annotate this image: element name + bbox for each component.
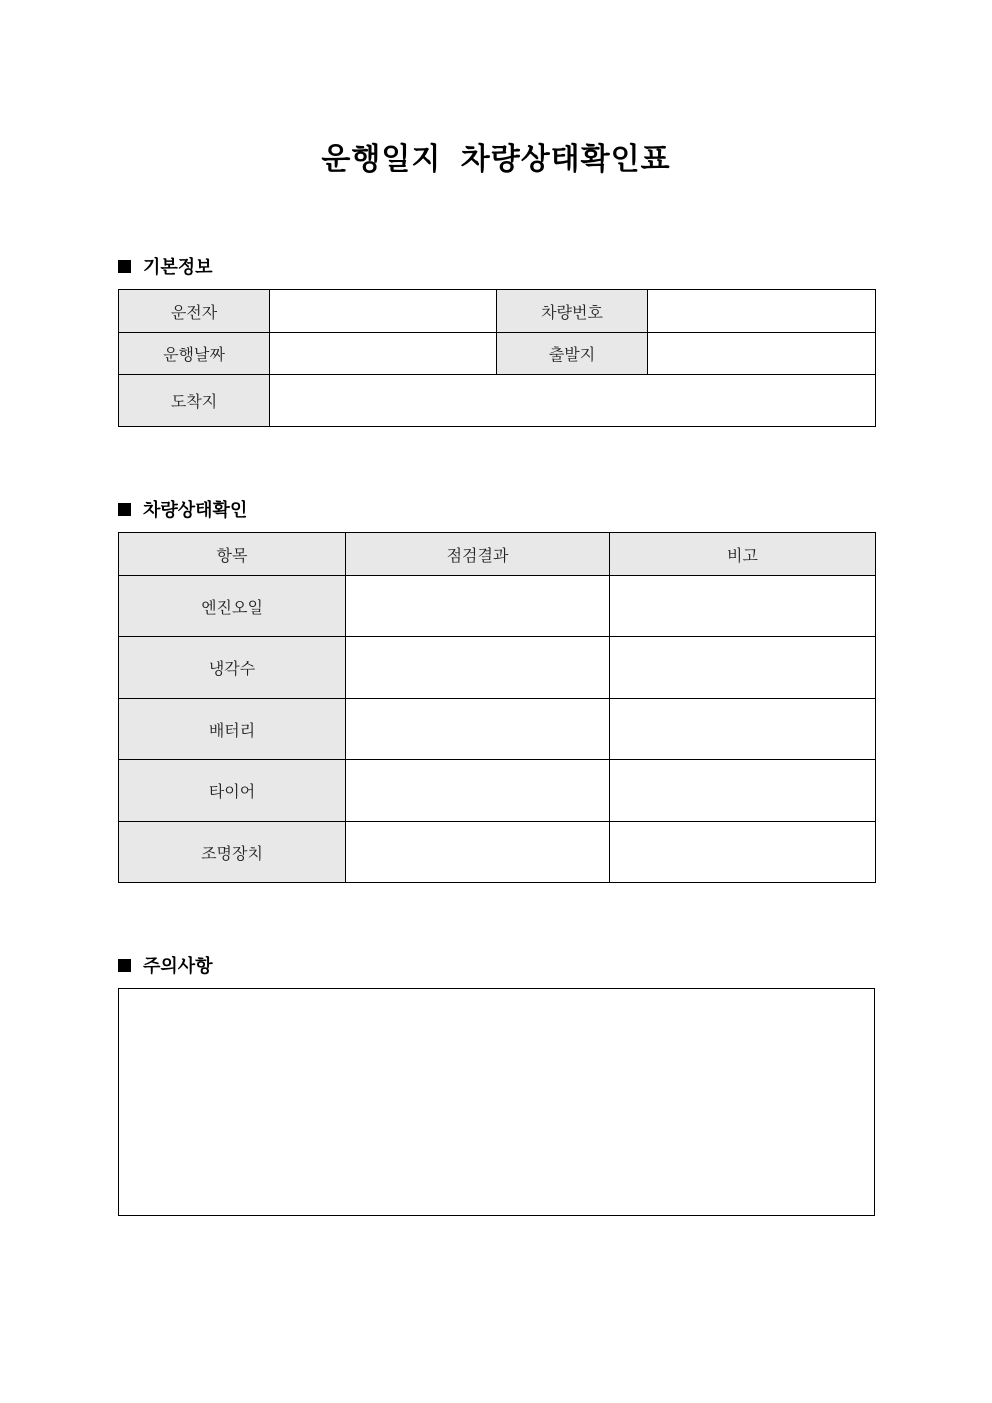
departure-label: 출발지 (497, 333, 648, 375)
item-cell: 냉각수 (119, 637, 346, 699)
driver-label: 운전자 (119, 290, 270, 333)
item-cell: 타이어 (119, 760, 346, 822)
basic-info-table (118, 289, 876, 427)
table-row (119, 699, 876, 760)
result-cell[interactable] (346, 576, 610, 637)
arrival-field[interactable] (270, 375, 876, 427)
departure-field[interactable] (648, 333, 876, 375)
vehicle-number-label: 차량번호 (497, 290, 648, 333)
table-header-row (119, 533, 876, 576)
table-row (119, 576, 876, 637)
black-square-icon (118, 260, 131, 273)
note-cell[interactable] (610, 576, 876, 637)
arrival-label: 도착지 (119, 375, 270, 427)
table-row (119, 822, 876, 883)
note-cell[interactable] (610, 760, 876, 822)
result-cell[interactable] (346, 637, 610, 699)
note-cell[interactable] (610, 822, 876, 883)
table-row (119, 637, 876, 699)
column-header-item: 항목 (119, 533, 346, 576)
black-square-icon (118, 503, 131, 516)
basic-info-row (119, 290, 876, 333)
column-header-result: 점검결과 (346, 533, 610, 576)
basic-info-row (119, 333, 876, 375)
driver-field[interactable] (270, 290, 497, 333)
notes-heading (118, 952, 213, 978)
vehicle-check-table (118, 532, 876, 883)
vehicle-check-heading (118, 496, 247, 522)
column-header-note: 비고 (610, 533, 876, 576)
date-label: 운행날짜 (119, 333, 270, 375)
black-square-icon (118, 959, 131, 972)
table-row (119, 760, 876, 822)
note-cell[interactable] (610, 637, 876, 699)
date-field[interactable] (270, 333, 497, 375)
result-cell[interactable] (346, 760, 610, 822)
notes-box[interactable] (118, 988, 875, 1216)
vehicle-number-field[interactable] (648, 290, 876, 333)
item-cell: 조명장치 (119, 822, 346, 883)
notes-heading-text: 주의사항 (143, 956, 213, 977)
result-cell[interactable] (346, 822, 610, 883)
item-cell: 엔진오일 (119, 576, 346, 637)
basic-info-heading-text: 기본정보 (143, 257, 213, 278)
item-cell: 배터리 (119, 699, 346, 760)
basic-info-row (119, 375, 876, 427)
document-title: 운행일지 차량상태확인표 (321, 142, 671, 177)
vehicle-check-heading-text: 차량상태확인 (143, 500, 248, 521)
basic-info-heading (118, 253, 213, 279)
note-cell[interactable] (610, 699, 876, 760)
result-cell[interactable] (346, 699, 610, 760)
